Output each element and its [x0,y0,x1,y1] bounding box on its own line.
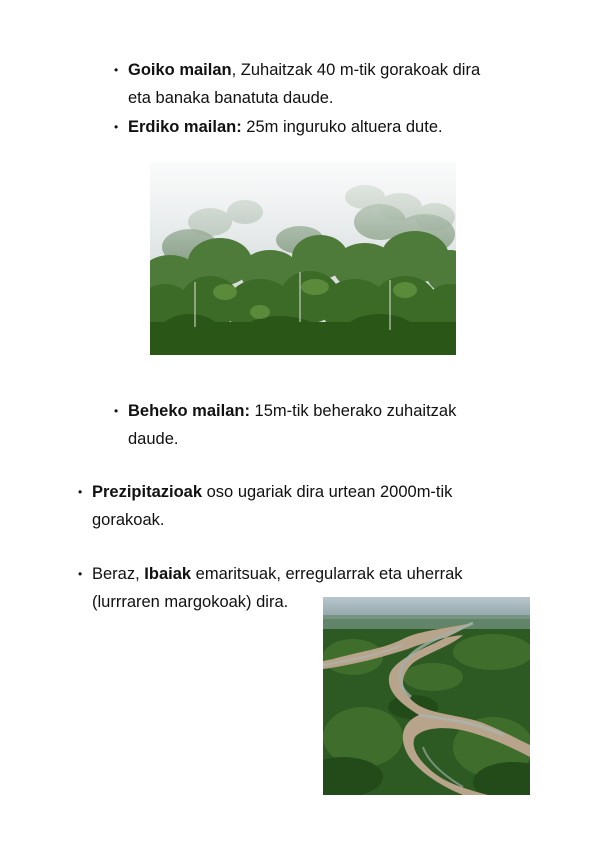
text-prezipitazioak-line1: Prezipitazioak oso ugariak dira urtean 2000m-tik [92,483,453,501]
text-beheko-line1: Beheko mailan: 15m-tik beherako zuhaitzak [128,402,457,420]
text-goiko-line2: eta banaka banatuta daude. [128,89,334,107]
river-photo [323,597,530,795]
text-ibaiak-line2: (lurrraren margokoak) dira. [92,593,289,611]
text-erdiko-line1: Erdiko mailan: 25m inguruko altuera dute. [128,118,443,136]
text-beheko-line2: daude. [128,430,179,448]
forest-photo [150,162,456,355]
text-ibaiak-line1: Beraz, Ibaiak emaritsuak, erregularrak eta uherrak [92,565,463,583]
bullet-icon: • [78,485,83,499]
text-prezipitazioak-line2: gorakoak. [92,511,165,529]
term-ibaiak: Ibaiak [144,565,192,583]
term-erdiko: Erdiko mailan: [128,118,242,136]
text-goiko-line1: Goiko mailan, Zuhaitzak 40 m-tik gorakoak dira [128,61,481,79]
term-goiko: Goiko mailan [128,61,232,79]
bullet-icon: • [78,567,83,581]
bullet-icon: • [114,120,119,134]
term-prezipitazioak: Prezipitazioak [92,483,203,501]
term-beheko: Beheko mailan: [128,402,250,420]
bullet-icon: • [114,404,119,418]
bullet-icon: • [114,63,119,77]
